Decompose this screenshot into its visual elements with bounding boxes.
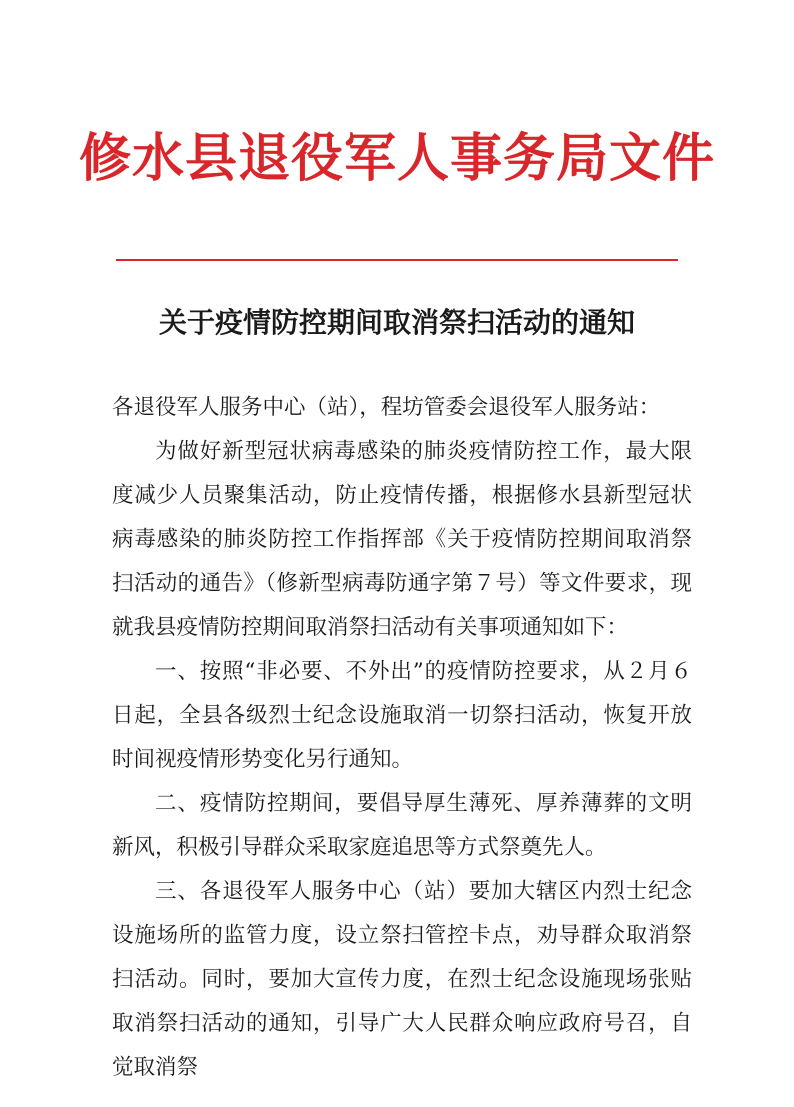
paragraph-intro: 为做好新型冠状病毒感染的肺炎疫情防控工作，最大限度减少人员聚集活动，防止疫情传播，根据修水县新型冠状病毒感染的肺炎防控工作指挥部《关于疫情防控期间取消祭扫活动的通告》（修新型病毒防通字第７号）等文件要求，现就我县疫情防控期间取消祭扫活动有关事项通知如下： [112,439,692,640]
document-body [112,386,692,1090]
paragraph-item-2: 二、疫情防控期间，要倡导厚生薄死、厚养薄葬的文明新风，积极引导群众采取家庭追思等方式祭奠先人。 [112,791,692,860]
red-divider-line [116,259,678,261]
paragraph-item-3: 三、各退役军人服务中心（站）要加大辖区内烈士纪念设施场所的监管力度，设立祭扫管控卡点，劝导群众取消祭扫活动。同时，要加大宣传力度，在烈士纪念设施现场张贴取消祭扫活动的通知，引导广大人民群众响应政府号召，自觉取消祭 [112,879,692,1080]
paragraph-item-1: 一、按照“非必要、不外出”的疫情防控要求，从２月６日起，全县各级烈士纪念设施取消一切祭扫活动，恢复开放时间视疫情形势变化另行通知。 [112,659,692,772]
salutation: 各退役军人服务中心（站），程坊管委会退役军人服务站： [112,395,661,420]
document-title: 关于疫情防控期间取消祭扫活动的通知 [158,306,635,339]
agency-header-title: 修水县退役军人事务局文件 [78,128,715,189]
